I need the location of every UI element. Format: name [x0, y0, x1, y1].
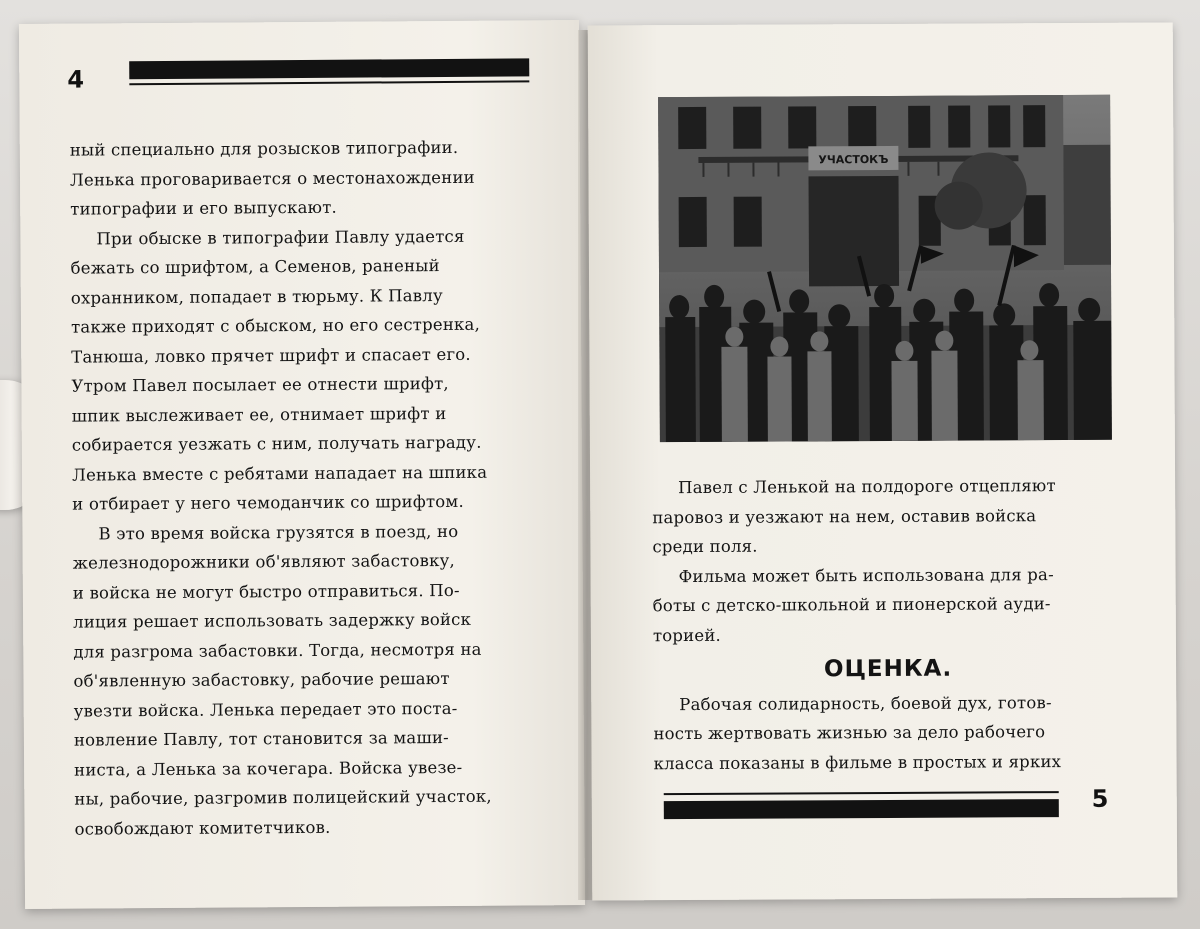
footer-rule-heavy: [664, 799, 1059, 819]
photo-sign-text: УЧАСТОКЪ: [818, 152, 889, 167]
text-line: освобождают комитетчиков.: [74, 817, 331, 839]
text-line: охранником, попадает в тюрьму. К Павлу: [70, 285, 443, 308]
text-line: Павел с Ленькой на полдороге отцепляют: [678, 476, 1056, 498]
text-line: ный специально для розысков типографии.: [69, 137, 459, 160]
text-line: Рабочая солидарность, боевой дух, готов-: [679, 692, 1052, 714]
text-line: паровоз и уезжают на нем, оставив войска: [652, 505, 1037, 527]
text-line: бежать со шрифтом, а Семенов, раненый: [70, 256, 440, 278]
text-line: типографии и его выпускают.: [70, 197, 338, 219]
text-line: для разгрома забастовки. Тогда, несмотря на: [73, 639, 482, 662]
right-page: [588, 22, 1178, 900]
text-line: собирается уезжать с ним, получать награду.: [71, 432, 482, 455]
text-line: шпик выслеживает ее, отнимает шрифт и: [71, 403, 447, 426]
header-rule-thin: [129, 80, 529, 85]
section-heading: ОЦЕНКА.: [823, 655, 953, 683]
text-line: также приходят с обыском, но его сестренка,: [70, 314, 481, 337]
text-line: торией.: [652, 625, 721, 645]
text-line: и отбирает у него чемоданчик со шрифтом.: [72, 491, 464, 514]
left-page-text: [70, 132, 555, 843]
film-still-illustration: [658, 95, 1112, 442]
text-line: увезти войска. Ленька передает это поста-: [73, 698, 458, 721]
text-line: класса показаны в фильме в простых и ярких: [653, 751, 1062, 773]
page-number-right: 5: [1091, 784, 1109, 813]
header-rule-heavy: [129, 58, 529, 79]
text-line: железнодорожники об'являют забастовку,: [72, 550, 455, 573]
text-line: ность жертвовать жизнью за дело рабочего: [653, 722, 1046, 744]
text-line: боты с детско-школьной и пионерской ауди-: [652, 594, 1051, 616]
text-line: При обыске в типографии Павлу удается: [96, 226, 465, 248]
text-line: Фильма может быть использована для ра-: [678, 564, 1054, 586]
text-line: В это время войска грузятся в поезд, но: [98, 521, 459, 543]
text-line: лиция решает использовать задержку войск: [73, 609, 472, 632]
footer-rule-thin: [664, 791, 1059, 795]
right-page-text: [652, 471, 1124, 778]
text-line: Танюша, ловко прячет шрифт и спасает его.: [71, 344, 471, 367]
text-line: Ленька вместе с ребятами нападает на шпика: [71, 462, 488, 485]
text-line: ны, рабочие, разгромив полицейский участок,: [74, 786, 492, 809]
page-number-left: 4: [67, 65, 85, 94]
left-page: [19, 20, 585, 909]
text-line: и войска не могут быстро отправиться. По-: [72, 580, 460, 603]
text-line: Утром Павел посылает ее отнести шрифт,: [71, 373, 449, 396]
text-line: Ленька проговаривается о местонахождении: [69, 167, 475, 190]
text-line: среди поля.: [652, 536, 758, 557]
text-line: новление Павлу, тот становится за маши-: [73, 727, 449, 750]
film-still-photo: [658, 95, 1112, 442]
text-line: об'явленную забастовку, рабочие решают: [73, 668, 450, 691]
text-line: ниста, а Ленька за кочегара. Войска увезе-: [74, 757, 463, 780]
